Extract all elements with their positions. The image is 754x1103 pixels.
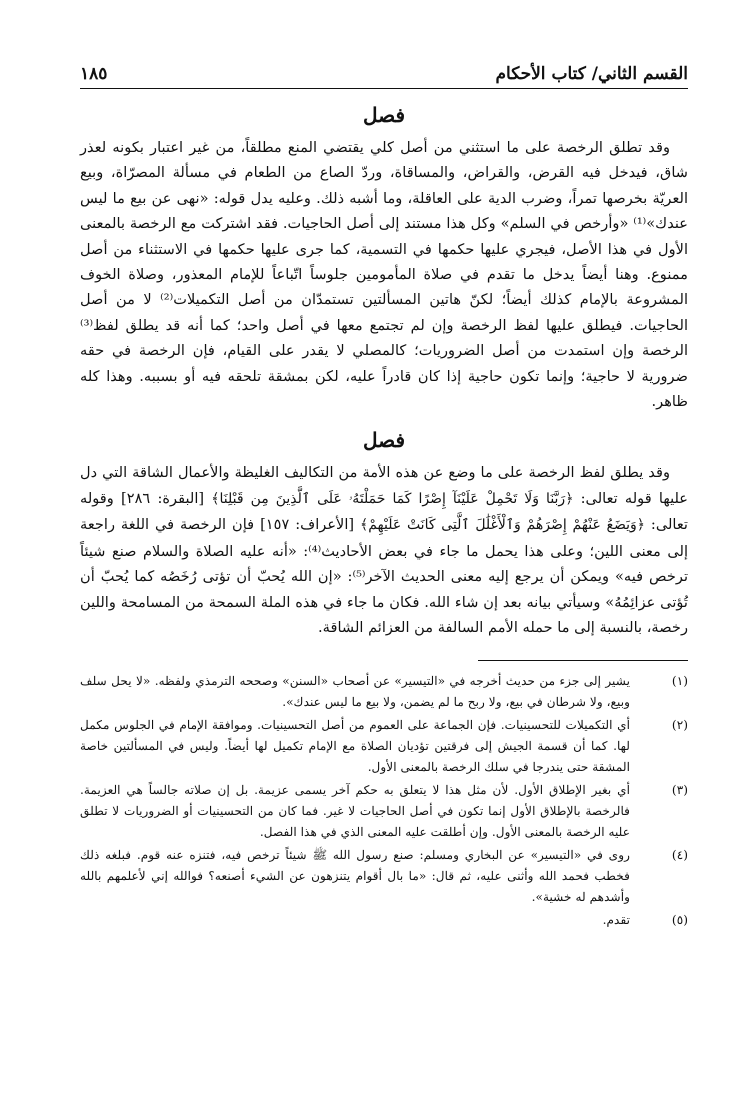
running-head-title: القسم الثاني/ كتاب الأحكام — [495, 64, 688, 84]
section-2-paragraph — [80, 460, 688, 640]
quran-verse-araf: ﴿وَيَضَعُ عَنْهُمْ إِصْرَهُمْ وَٱلْأَغْلَٰلَ ٱلَّتِى كَانَتْ عَلَيْهِمْ﴾ — [360, 517, 645, 534]
footnote-text: تقدم. — [602, 913, 630, 928]
footnote-number: (٢) — [671, 718, 688, 733]
footnote-1 — [80, 671, 688, 713]
footnote-text: يشير إلى جزء من حديث أخرجه في «التيسير» عن أصحاب «السنن» وصححه الترمذي ولفظه. «لا يحل سلف وبيع، ولا شرطان في بيع، ولا ربح ما لم يضمن، ولا بيع ما ليس عندك». — [80, 674, 630, 710]
footnote-text: روى في «التيسير» عن البخاري ومسلم: صنع رسول الله ﷺ شيئاً ترخص فيه، فتنزه عنه قوم. فبلغه ذلك فخطب فحمد الله وأثنى عليه، ثم قال: «ما بال أقوام يتنزهون عن الشيء أصنعه؟ فوالله إني لأعلمهم بالله وأشدهم له خشية». — [80, 848, 630, 905]
running-head — [80, 56, 688, 84]
quran-verse-baqarah: ﴿رَبَّنَا وَلَا تَحْمِلْ عَلَيْنَآ إِصْرًا كَمَا حَمَلْتَهُۥ عَلَى ٱلَّذِينَ مِن قَبْلِنَا﴾ — [211, 490, 574, 507]
footnote-3 — [80, 780, 688, 843]
header-rule — [80, 88, 688, 89]
section-heading-2: فصل — [362, 428, 406, 453]
footnote-text: أي بغير الإطلاق الأول. لأن مثل هذا لا يتعلق به حكم آخر يسمى عزيمة. بل إن صلاته جالساً هي العزيمة. فالرخصة بالإطلاق الأول إنما تكون في أصل الحاجيات لا غير. فما كان من التحسينيات أو الضروريات لا تطلق عليه الرخصة بالمعنى الأول. وإن أطلقت عليه المعنى الذي في هذا الفصل. — [80, 783, 630, 840]
footnote-separator — [478, 660, 688, 661]
para-mid: [البقرة: ٢٨٦] وقوله تعالى: — [80, 489, 688, 534]
footnote-5 — [80, 910, 688, 931]
footnote-4 — [80, 845, 688, 908]
section-1-paragraph: وقد تطلق الرخصة على ما استثني من أصل كلي يقتضي المنع مطلقاً، من غير اعتبار بكونه لعذر شاق، فيدخل فيه القرض، والقراض، والمساقاة، وردّ الصاع من الطعام في مسألة المصرّاة، وبيع العريّة بخرصها تمراً، وضرب الدية على العاقلة، وما أشبه ذلك. وعليه يدل قوله: «نهى عن بيع ما ليس عندك»⁽¹⁾ «وأرخص في السلم» وكل هذا مستند إلى أصل الحاجيات. فقد اشتركت مع الرخصة بالمعنى الأول في هذا الأصل، فيجري عليها حكمها في التسمية، كما جرى عليها حكمها في الاستثناء من أصل ممنوع. وهنا أيضاً يدخل ما تقدم في صلاة المأمومين جلوساً اتّباعاً للإمام المعذور، وصلاة الخوف المشروعة بالإمام كذلك أيضاً؛ لكنّ هاتين المسألتين تستمدّان من أصل التكميلات⁽²⁾ لا من أصل الحاجيات. فيطلق عليها لفظ الرخصة وإن لم تجتمع معها في أصل واحد؛ كما أنه قد يطلق لفظ⁽³⁾ الرخصة وإن استمدت من أصل الضروريات؛ كالمصلي لا يقدر على القيام، فإن الرخصة في حقه ضرورية لا حاجية؛ وإنما تكون حاجية إذا كان قادراً عليه، لكن بمشقة تلحقه فيه أو بسببه. وهذا كله ظاهر. — [80, 139, 688, 411]
footnote-text: أي التكميلات للتحسينيات. فإن الجماعة على العموم من أصل التحسينيات. وموافقة الإمام في الجلوس مكمل لها. كما أن قسمة الجيش إلى فرقتين تؤديان الصلاة مع الإمام تكميل لها أيضاً. وليس في المسألتين خاصة المشقة حتى يندرجا في سلك الرخصة بالمعنى الأول. — [80, 718, 630, 775]
page-number: ١٨٥ — [80, 64, 108, 84]
para-end: [الأعراف: ١٥٧] فإن الرخصة في اللغة راجعة إلى معنى اللين؛ وعلى هذا يحمل ما جاء في بعض الأحاديث⁽⁴⁾: «أنه عليه الصلاة والسلام صنع شيئاً ترخص فيه» ويمكن أن يرجع إليه معنى الحديث الآخر⁽⁵⁾: «إن الله يُحبّ أن تؤتى رُخَصُه كما يُحبّ أن تُؤتى عزائِمُهُ» وسيأتي بيانه بعد إن شاء الله. فكان ما جاء في هذه الملة السمحة من المسامحة واللين رخصة، بالنسبة إلى ما حمله الأمم السالفة من العزائم الشاقة. — [80, 516, 689, 636]
footnote-number: (١) — [671, 674, 688, 689]
footnote-number: (٥) — [671, 913, 688, 928]
footnote-number: (٣) — [671, 783, 688, 798]
section-heading-1: فصل — [362, 103, 406, 127]
footnote-2 — [80, 715, 688, 778]
footnote-number: (٤) — [671, 848, 688, 863]
para-start: وقد يطلق لفظ الرخصة على ما وضع عن هذه الأمة من التكاليف الغليظة والأعمال الشاقة التي دل عليها قوله تعالى: — [80, 464, 689, 507]
